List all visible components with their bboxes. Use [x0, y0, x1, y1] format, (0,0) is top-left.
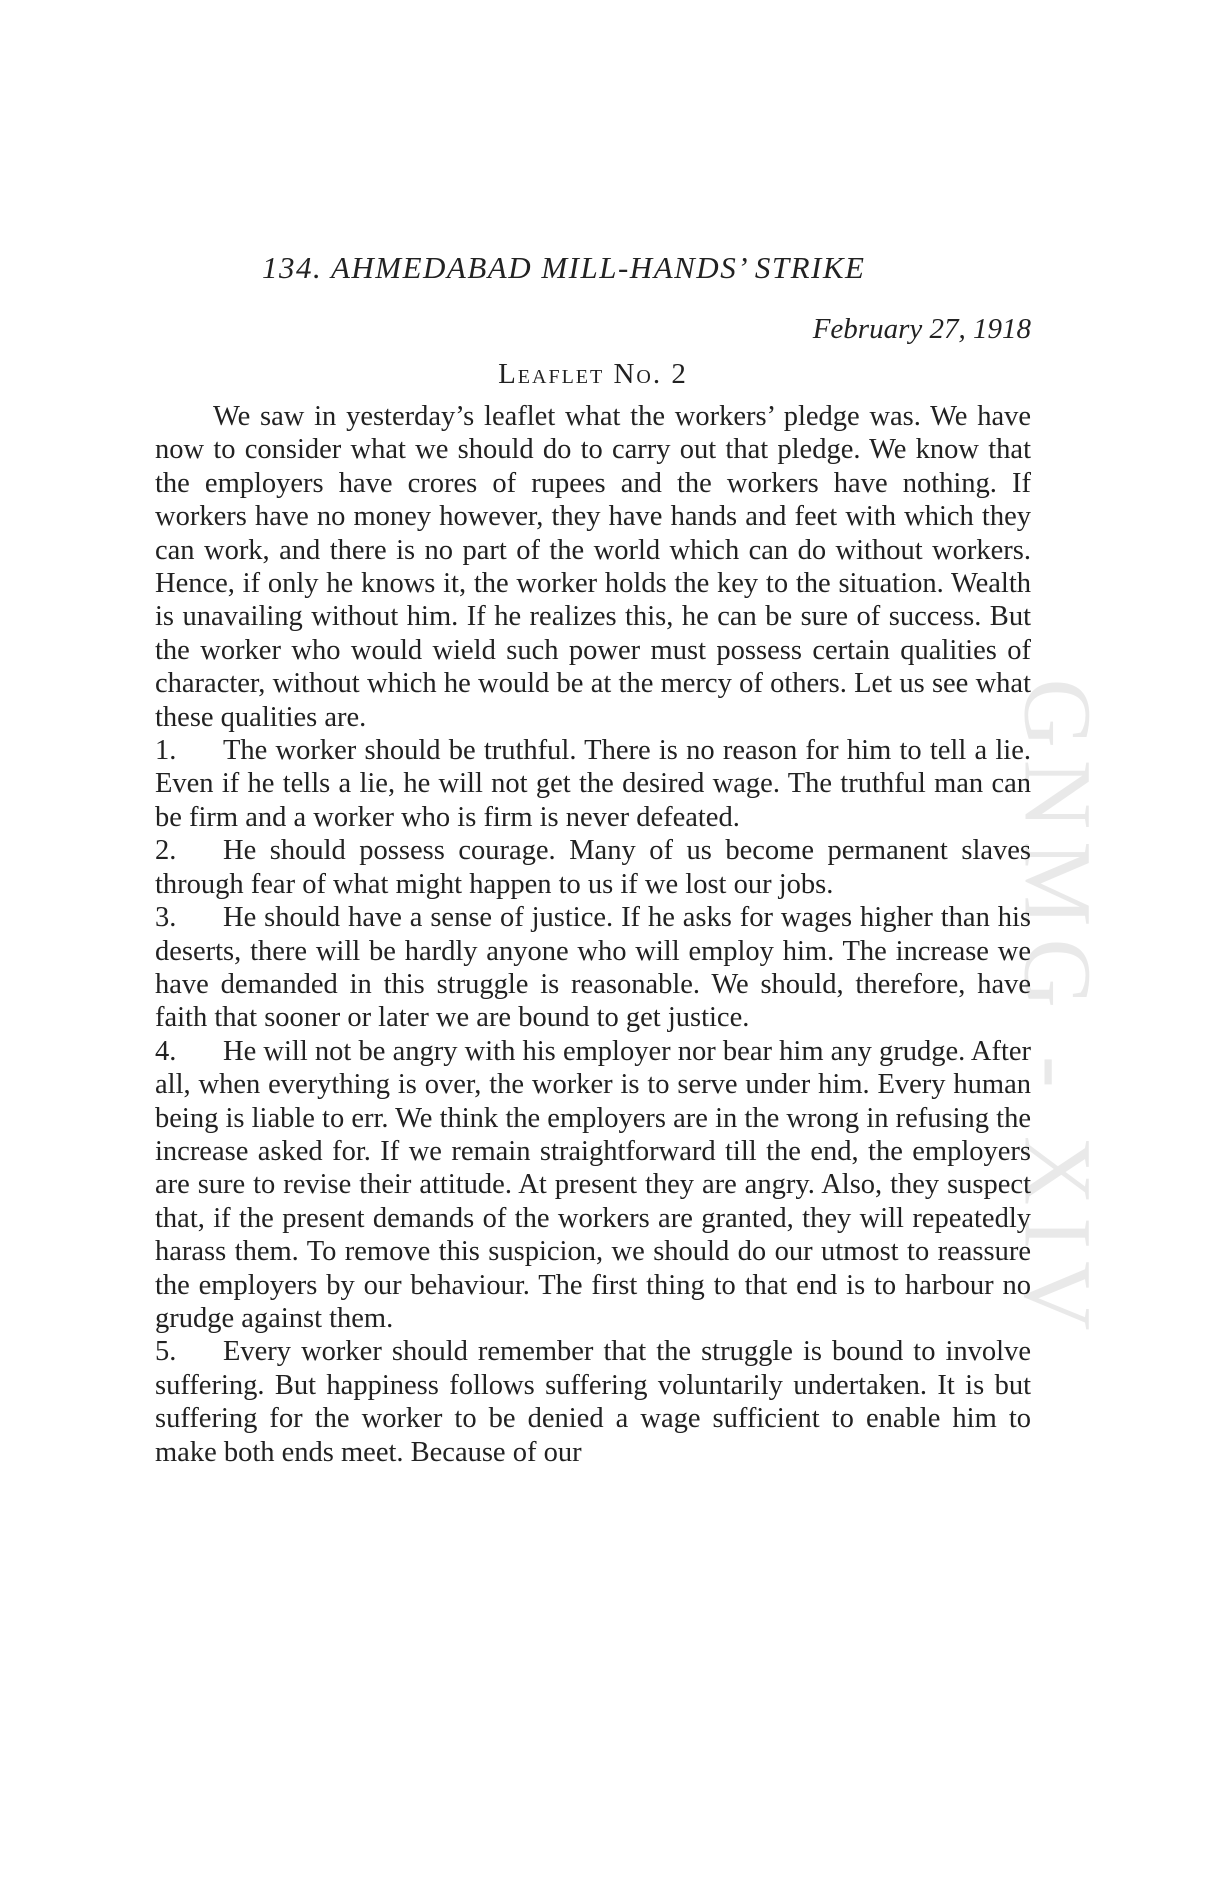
point-3 [155, 901, 1031, 1035]
leaflet-heading: Leaflet No. 2 [498, 358, 688, 390]
point-2 [155, 834, 1031, 901]
point-5 [155, 1335, 1031, 1469]
point-4 [155, 1035, 1031, 1336]
point-number: 5. [155, 1336, 177, 1368]
document-date: February 27, 1918 [812, 313, 1031, 345]
intro-paragraph: We saw in yesterday’s leaflet what the workers’ pledge was. We have now to consider what we should do to carry out that pledge. We know that the employers have crores of rupees and the workers have nothing. If workers have no money however, they have hands and feet with which they can work, and there is no part of the world which can do without workers. Hence, if only he knows it, the worker holds the key to the situation. Wealth is unavailing without him. If he realizes this, he can be sure of success. But the worker who would wield such power must possess certain qualities of character, without which he would be at the mercy of others. Let us see what these qualities are. [155, 401, 1031, 733]
point-number: 3. [155, 902, 177, 934]
point-text: He should have a sense of justice. If he asks for wages higher than his deserts, there will be hardly anyone who will employ him. The increase we have demanded in this struggle is reasonable. We should, therefore, have faith that sooner or later we are bound to get justice. [155, 902, 1031, 1034]
point-text: He should possess courage. Many of us become permanent slaves through fear of what might happen to us if we lost our jobs. [155, 835, 1031, 900]
point-text: The worker should be truthful. There is no reason for him to tell a lie. Even if he tells a lie, he will not get the desired wage. The truthful man can be firm and a worker who is firm is never defeated. [155, 735, 1031, 833]
body-text [155, 400, 1031, 1469]
point-number: 4. [155, 1035, 177, 1067]
point-1 [155, 734, 1031, 834]
point-text: He will not be angry with his employer nor bear him any grudge. After all, when everything is over, the worker is to serve under him. Every human being is liable to err. We think the employers are in the wrong in refusing the increase asked for. If we remain straightforward till the end, the employers are sure to revise their attitude. At present they are angry. Also, they suspect that, if the present demands of the workers are granted, they will repeatedly harass them. To remove this suspicion, we should do our utmost to reassure the employers by our behaviour. The first thing to that end is to harbour no grudge against them. [155, 1035, 1031, 1334]
point-number: 2. [155, 835, 177, 867]
point-text: Every worker should remember that the struggle is bound to involve suffering. But happiness follows suffering voluntarily undertaken. It is but suffering for the worker to be denied a wage sufficient to enable him to make both ends meet. Because of our [155, 1336, 1031, 1468]
point-number: 1. [155, 735, 177, 767]
watermark-text: GNMG - XIV [1004, 678, 1112, 1342]
document-title: 134. AHMEDABAD MILL-HANDS’ STRIKE [262, 250, 866, 285]
